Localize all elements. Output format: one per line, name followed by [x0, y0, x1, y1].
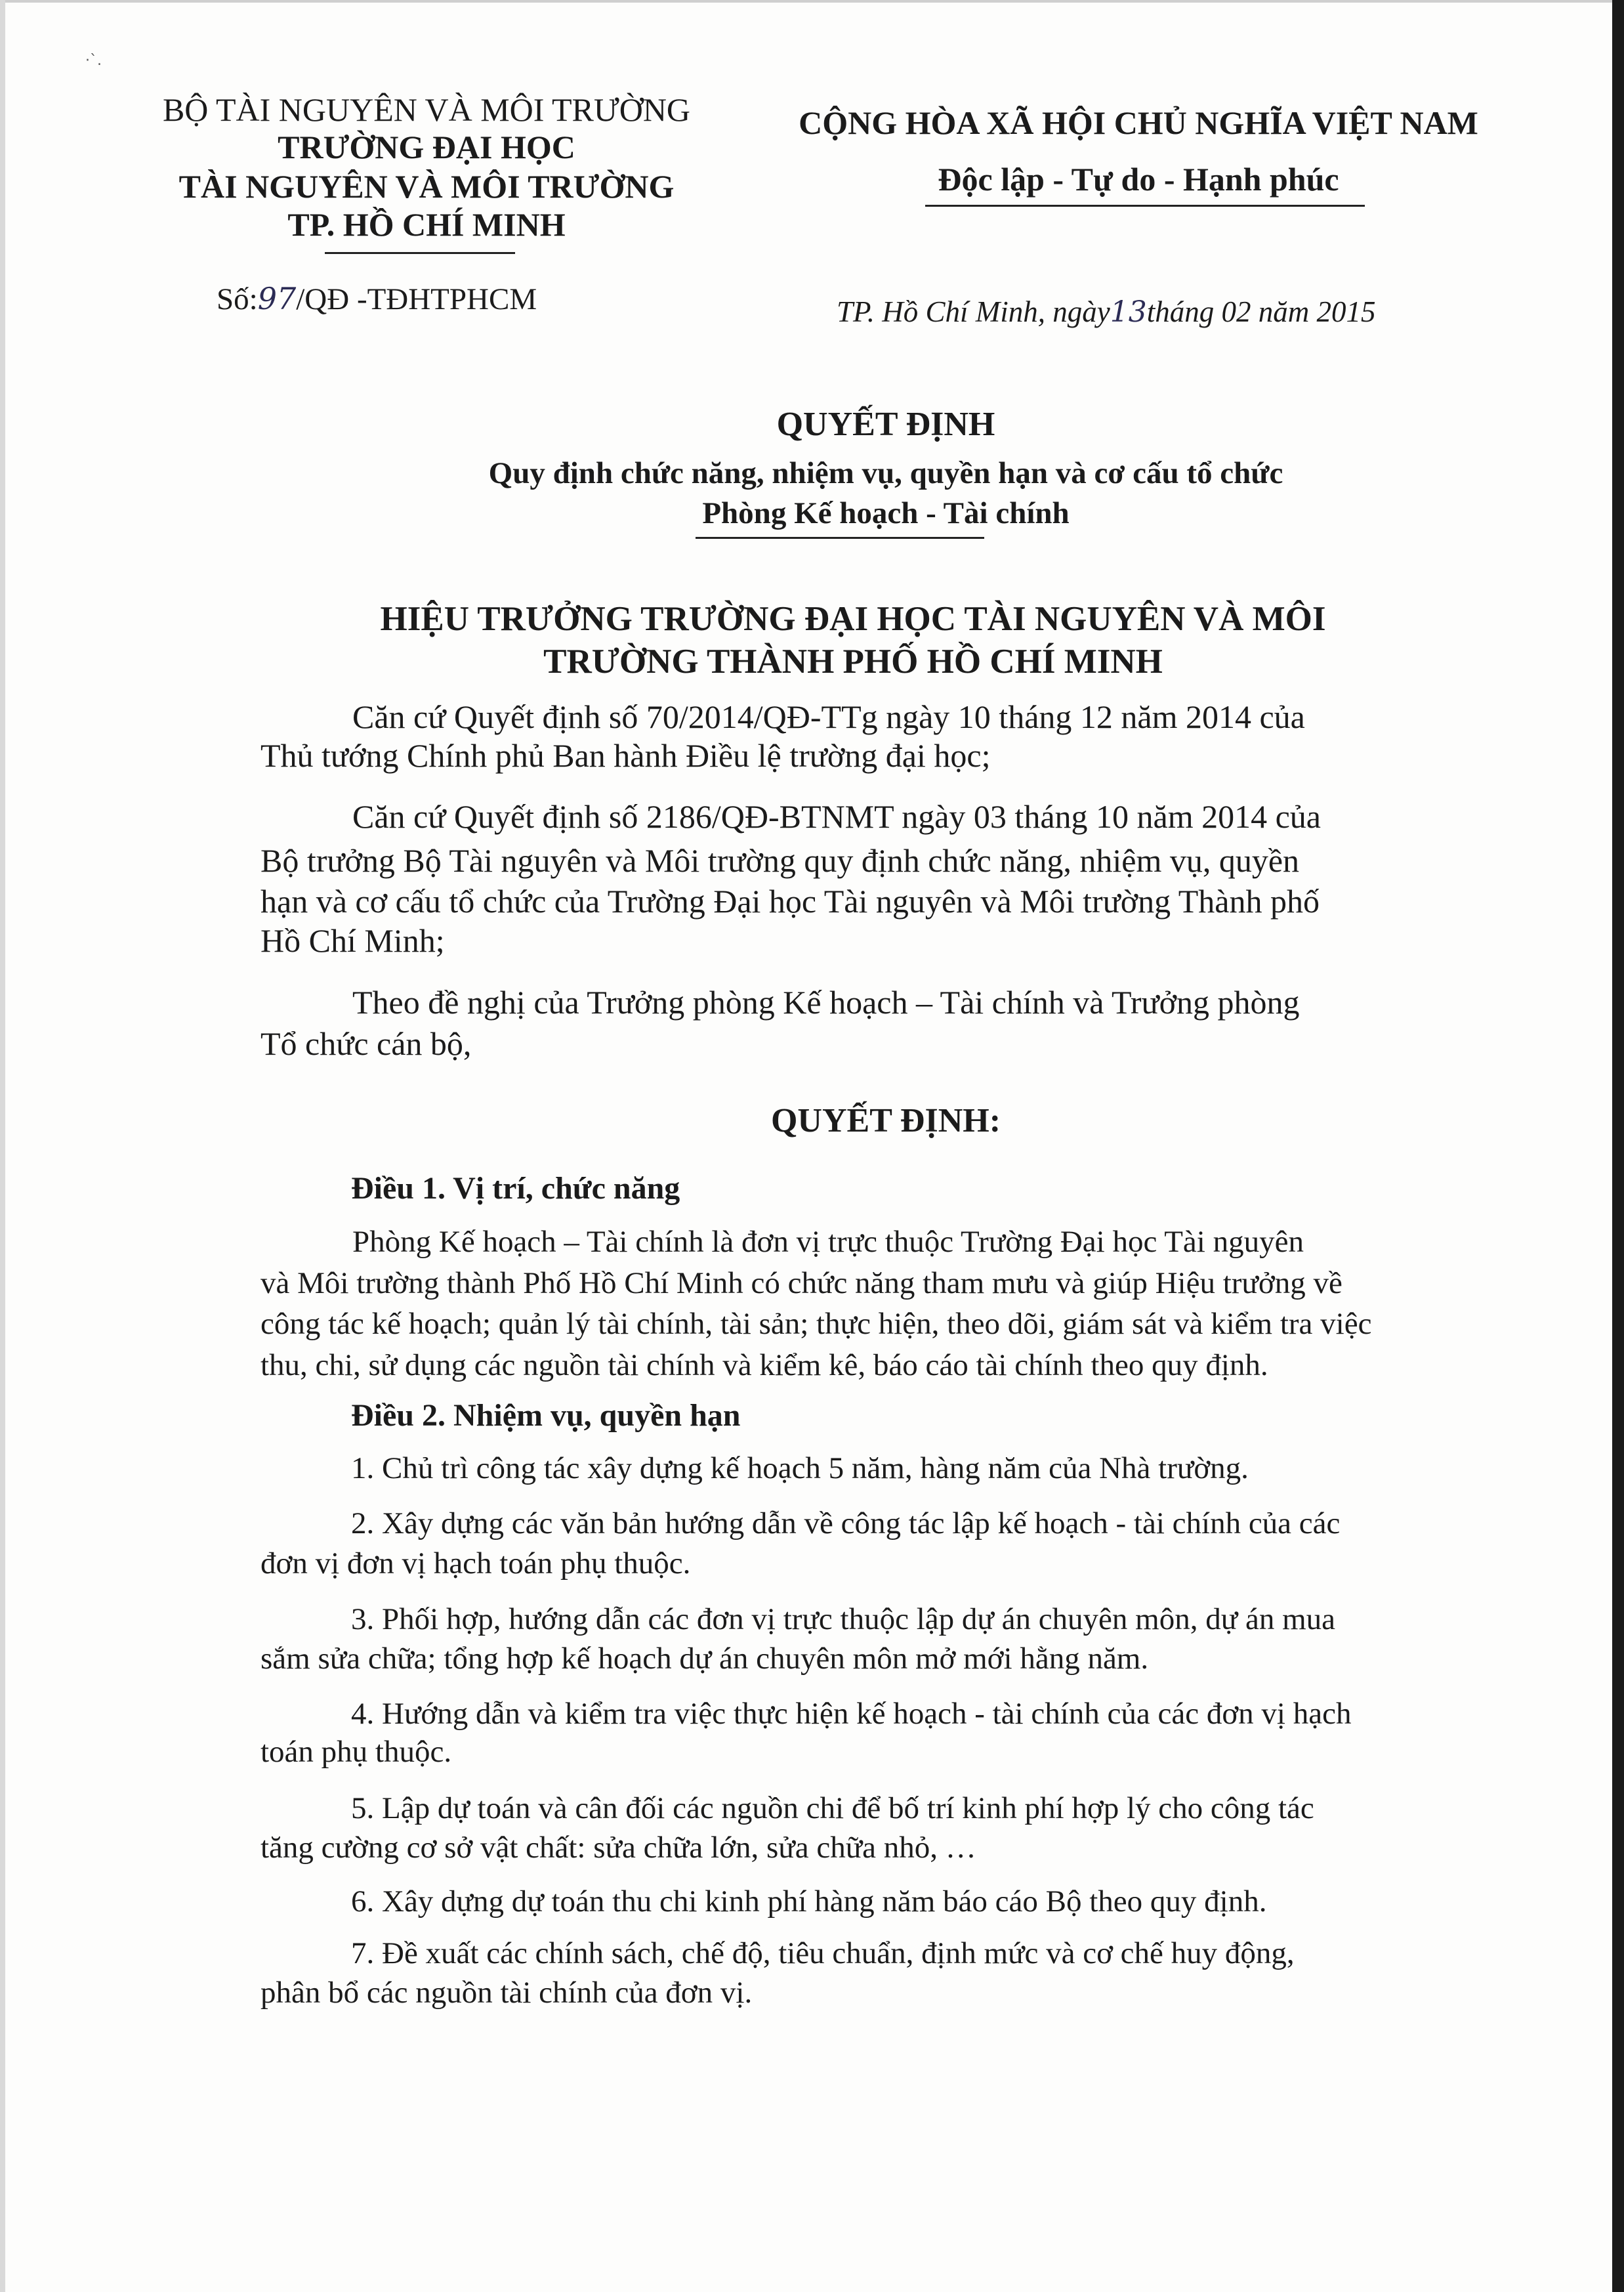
article1-line2: và Môi trường thành Phố Hồ Chí Minh có chức năng tham mưu và giúp Hiệu trưởng về: [260, 1266, 1343, 1300]
preamble-p2-line1: Căn cứ Quyết định số 2186/QĐ-BTNMT ngày 03 tháng 10 năm 2014 của: [352, 798, 1321, 835]
preamble-p1-line2: Thủ tướng Chính phủ Ban hành Điều lệ trường đại học;: [260, 737, 991, 774]
school-name-line3: TP. HỒ CHÍ MINH: [287, 206, 566, 243]
preamble-p3-line1: Theo đề nghị của Trưởng phòng Kế hoạch – Tài chính và Trưởng phòng: [352, 984, 1300, 1021]
country-name: CỘNG HÒA XÃ HỘI CHỦ NGHĨA VIỆT NAM: [799, 104, 1478, 141]
decision-title: QUYẾT ĐỊNH: [776, 406, 995, 443]
school-name-line2: TÀI NGUYÊN VÀ MÔI TRƯỜNG: [178, 168, 675, 205]
article2-item3-line2: sắm sửa chữa; tổng hợp kế hoạch dự án chuyên môn mở mới hằng năm.: [260, 1642, 1149, 1676]
document-number: [217, 281, 537, 317]
article1-line4: thu, chi, sử dụng các nguồn tài chính và kiểm kê, báo cáo tài chính theo quy định.: [260, 1348, 1268, 1382]
scan-edge-right: [1612, 0, 1624, 2292]
date-prefix: TP. Hồ Chí Minh, ngày: [837, 295, 1110, 328]
issue-date: [837, 295, 1375, 329]
school-underline: [325, 252, 515, 254]
national-motto: Độc lập - Tự do - Hạnh phúc: [938, 161, 1339, 198]
number-suffix: /QĐ -TĐHTPHCM: [296, 282, 537, 316]
ministry-name: BỘ TÀI NGUYÊN VÀ MÔI TRƯỜNG: [162, 91, 691, 128]
article2-item7-line2: phân bổ các nguồn tài chính của đơn vị.: [260, 1976, 753, 2010]
article2-item1-line1: 1. Chủ trì công tác xây dựng kế hoạch 5 năm, hàng năm của Nhà trường.: [351, 1451, 1249, 1485]
article2-item7-line1: 7. Đề xuất các chính sách, chế độ, tiêu chuẩn, định mức và cơ chế huy động,: [351, 1936, 1295, 1970]
preamble-p2-line4: Hồ Chí Minh;: [260, 922, 445, 959]
article2-item5-line2: tăng cường cơ sở vật chất: sửa chữa lớn, sửa chữa nhỏ, …: [260, 1831, 976, 1865]
authority-line1: HIỆU TRƯỞNG TRƯỜNG ĐẠI HỌC TÀI NGUYÊN VÀ MÔI: [380, 600, 1326, 638]
scan-speck-mark: ·ˋ.: [85, 53, 102, 69]
article2-item6-line1: 6. Xây dựng dự toán thu chi kinh phí hàng năm báo cáo Bộ theo quy định.: [351, 1884, 1267, 1919]
preamble-p3-line2: Tổ chức cán bộ,: [260, 1025, 472, 1062]
date-suffix: tháng 02 năm 2015: [1146, 295, 1376, 328]
motto-underline: [925, 205, 1365, 207]
article1-heading: Điều 1. Vị trí, chức năng: [351, 1171, 680, 1206]
preamble-p2-line2: Bộ trưởng Bộ Tài nguyên và Môi trường quy định chức năng, nhiệm vụ, quyền: [260, 842, 1300, 879]
date-day-handwritten: 13: [1110, 295, 1147, 329]
scan-edge-top: [0, 0, 1624, 3]
decision-subtitle-line2: Phòng Kế hoạch - Tài chính: [702, 496, 1070, 530]
preamble-p1-line1: Căn cứ Quyết định số 70/2014/QĐ-TTg ngày 10 tháng 12 năm 2014 của: [352, 698, 1305, 735]
subtitle-underline: [696, 537, 984, 539]
school-name-line1: TRƯỜNG ĐẠI HỌC: [278, 129, 575, 165]
decision-heading: QUYẾT ĐỊNH:: [770, 1102, 1001, 1139]
article2-item5-line1: 5. Lập dự toán và cân đối các nguồn chi để bố trí kinh phí hợp lý cho công tác: [351, 1791, 1314, 1825]
number-handwritten: 97: [257, 281, 297, 316]
article1-line3: công tác kế hoạch; quản lý tài chính, tài sản; thực hiện, theo dõi, giám sát và kiểm tra việc: [260, 1307, 1372, 1341]
authority-line2: TRƯỜNG THÀNH PHỐ HỒ CHÍ MINH: [543, 643, 1163, 681]
article1-line1: Phòng Kế hoạch – Tài chính là đơn vị trực thuộc Trường Đại học Tài nguyên: [352, 1225, 1304, 1259]
article2-item4-line2: toán phụ thuộc.: [260, 1735, 452, 1769]
article2-item2-line1: 2. Xây dựng các văn bản hướng dẫn về công tác lập kế hoạch - tài chính của các: [351, 1506, 1341, 1540]
article2-heading: Điều 2. Nhiệm vụ, quyền hạn: [351, 1398, 741, 1433]
decision-subtitle-line1: Quy định chức năng, nhiệm vụ, quyền hạn và cơ cấu tổ chức: [488, 456, 1283, 490]
article2-item4-line1: 4. Hướng dẫn và kiểm tra việc thực hiện kế hoạch - tài chính của các đơn vị hạch: [351, 1697, 1352, 1731]
article2-item3-line1: 3. Phối hợp, hướng dẫn các đơn vị trực thuộc lập dự án chuyên môn, dự án mua: [351, 1602, 1335, 1636]
number-prefix: Số:: [217, 282, 258, 316]
article2-item2-line2: đơn vị đơn vị hạch toán phụ thuộc.: [260, 1546, 691, 1581]
preamble-p2-line3: hạn và cơ cấu tổ chức của Trường Đại học Tài nguyên và Môi trường Thành phố: [260, 883, 1320, 920]
scan-edge-left: [0, 0, 5, 2292]
